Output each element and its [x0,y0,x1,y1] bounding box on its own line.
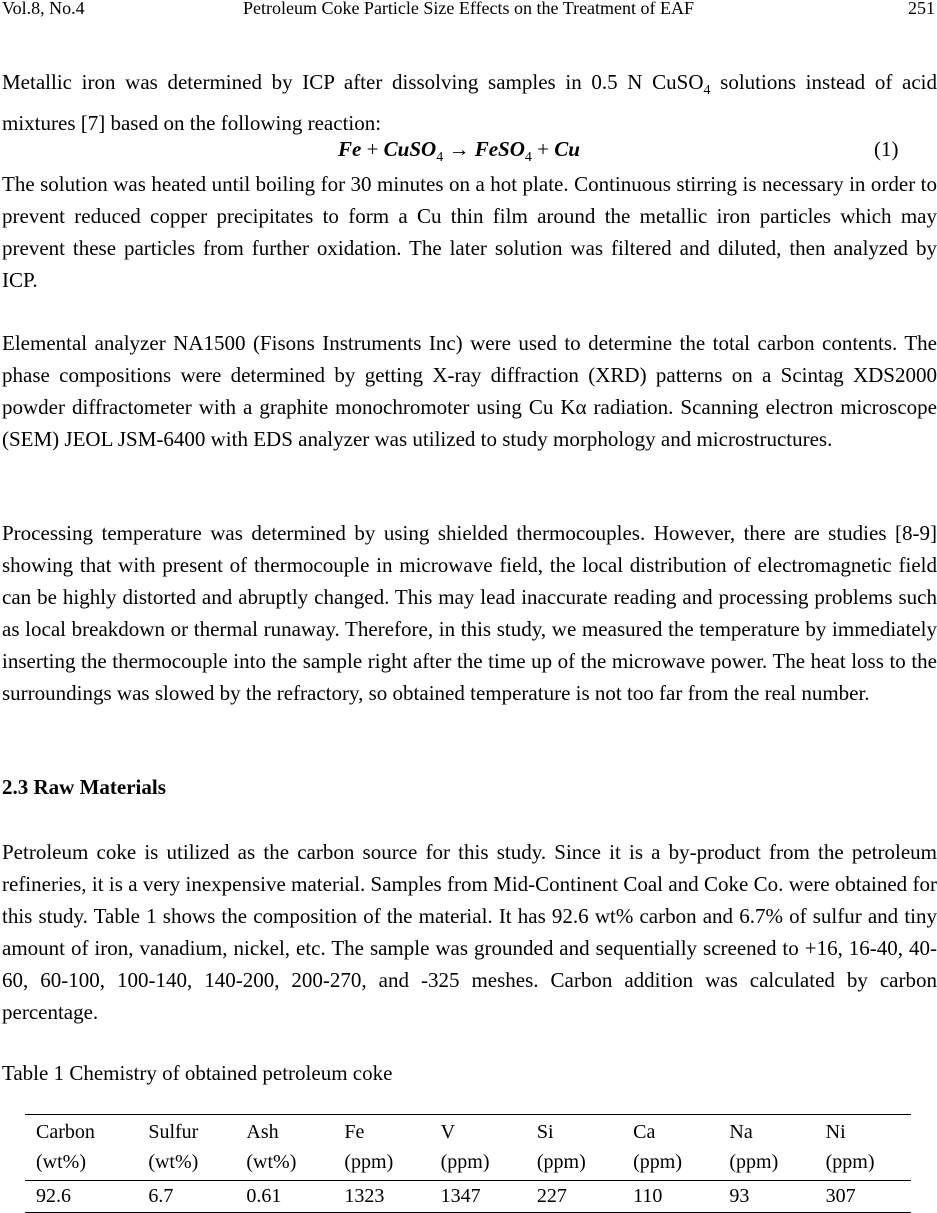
equation-1 [0,133,937,165]
header-si: Si (ppm) [526,1115,622,1181]
eq-cuso: CuSO [383,137,437,161]
paragraph-metallic-iron [2,66,937,139]
eq-fe: Fe [338,137,362,161]
journal-volume: Vol.8, No.4 [2,0,85,18]
paragraph-petroleum-coke: Petroleum coke is utilized as the carbon source for this study. Since it is a by-product from the petroleum refineries, it is a very inexpensive material. Samples from Mid-Continent Coal and Coke Co. were obtained for this study. Table 1 shows the composition of the material. It has 92.6 wt% carbon and 6.7% of sulfur and tiny amount of iron, vanadium, nickel, etc. The sample was grounded and sequentially screened to +16, 16-40, 40-60, 60-100, 100-140, 140-200, 200-270, and -325 meshes. Carbon addition was calculated by carbon percentage. [2,840,937,1024]
header-ni: Ni (ppm) [815,1115,911,1181]
cell-si: 227 [526,1181,622,1213]
table-header-row [25,1115,911,1181]
eq-feso: FeSO [474,137,525,161]
paragraph-elemental-analyzer: Elemental analyzer NA1500 (Fisons Instruments Inc) were used to determine the total carbon contents. The phase compositions were determined by getting X-ray diffraction (XRD) patterns on a Scintag XDS2000 powder diffractometer with a graphite monochromoter using Cu Kα radiation. Scanning electron microscope (SEM) JEOL JSM-6400 with EDS analyzer was utilized to study morphology and microstructures. [2,331,937,451]
cell-fe: 1323 [333,1181,429,1213]
cell-sulfur: 6.7 [137,1181,235,1213]
equation-number: (1) [874,137,899,161]
eq-sub: 4 [524,150,532,166]
section-heading: 2.3 Raw Materials [2,775,166,799]
eq-plus: + [361,137,384,161]
cell-ash: 0.61 [235,1181,333,1213]
header-fe: Fe (ppm) [333,1115,429,1181]
header-ash: Ash (wt%) [235,1115,333,1181]
header-v: V (ppm) [430,1115,526,1181]
p1-text-before: Metallic iron was determined by ICP after dissolving samples in 0.5 N CuSO [2,70,704,94]
paragraph-processing-temperature: Processing temperature was determined by using shielded thermocouples. However, there are studies [8-9] showing that with present of thermocouple in microwave field, the local distribution of electromagnetic field can be highly distorted and abruptly changed. This may lead inaccurate reading and processing problems such as local breakdown or thermal runaway. Therefore, in this study, we measured the temperature by immediately inserting the thermocouple into the sample right after the time up of the microwave power. The heat loss to the surroundings was slowed by the refractory, so obtained temperature is not too far from the real number. [2,521,937,705]
header-ca: Ca (ppm) [622,1115,718,1181]
cell-ni: 307 [815,1181,911,1213]
eq-arrow: → [443,137,475,161]
paragraph-solution-heating: The solution was heated until boiling for 30 minutes on a hot plate. Continuous stirring is necessary in order to prevent reduced copper precipitates to form a Cu thin film around the metallic iron particles which may prevent these particles from further oxidation. The later solution was filtered and diluted, then analyzed by ICP. [2,172,937,292]
eq-cu: Cu [554,137,580,161]
cell-v: 1347 [430,1181,526,1213]
p1-text-after: solutions instead of acid mixtures [7] based on the following reaction: [2,70,937,136]
header-na: Na (ppm) [718,1115,814,1181]
table-caption: Table 1 Chemistry of obtained petroleum coke [2,1061,393,1085]
running-title: Petroleum Coke Particle Size Effects on the Treatment of EAF [242,0,695,18]
header-carbon: Carbon (wt%) [25,1115,137,1181]
page-number: 251 [908,0,935,18]
eq-plus: + [531,137,555,161]
chemistry-table [25,1114,911,1213]
cell-carbon: 92.6 [25,1181,137,1213]
table-row [25,1181,911,1213]
cell-na: 93 [718,1181,814,1213]
p1-subscript: 4 [703,83,711,99]
eq-sub: 4 [436,150,444,166]
running-header [0,0,937,22]
cell-ca: 110 [622,1181,718,1213]
header-sulfur: Sulfur (wt%) [137,1115,235,1181]
